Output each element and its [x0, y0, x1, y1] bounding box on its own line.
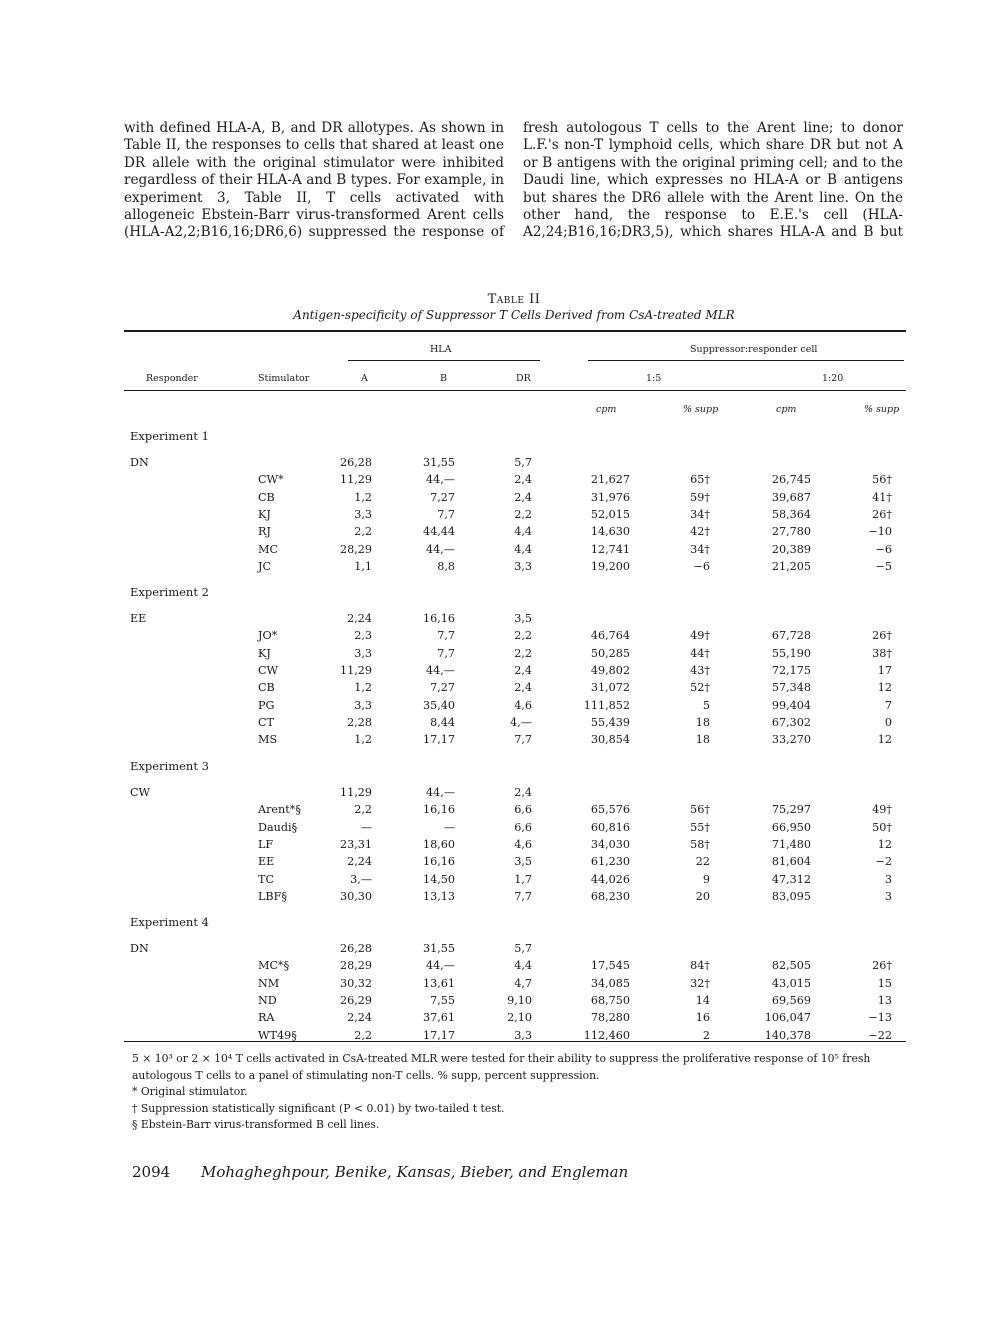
- table-cell: 81,604: [771, 855, 811, 869]
- table-top-rule: [124, 330, 906, 332]
- table-cell: 7,7: [514, 890, 532, 904]
- table-cell: 30,854: [590, 733, 630, 747]
- responder-hla-cell: 16,16: [422, 612, 455, 625]
- table-cell: 4,6: [514, 838, 532, 852]
- stimulator-cell: LBF§: [258, 890, 288, 904]
- stimulator-cell: JO*: [258, 629, 278, 643]
- table-cell: 1,2: [354, 490, 372, 504]
- page-footer: [132, 1163, 628, 1181]
- supp-header-1: % supp: [683, 404, 719, 415]
- table-cell: 83,095: [771, 890, 811, 904]
- table-cell: 52,015: [590, 508, 630, 522]
- table-cell: 65†: [690, 473, 710, 487]
- body-text-left-column: with defined HLA-A, B, and DR allotypes. As shown in Table II, the responses to cells that shared at least one DR allele with the original stimulator were inhibited regardless of their HLA-A and B types. For example, in experiment 3, Table II, T cells activated with allogeneic Ebstein-Barr virus-transformed Arent cells (HLA-A2,2;B16,16;DR6,6) suppressed the response of: [124, 120, 504, 241]
- table-cell: 78,280: [590, 1011, 630, 1025]
- table-cell: 44,026: [590, 872, 630, 886]
- table-cell: 16: [695, 1011, 710, 1025]
- table-cell: 1,1: [354, 560, 372, 574]
- table-cell: 4,7: [514, 976, 532, 990]
- stimulator-cell: JC: [258, 560, 272, 574]
- table-cell: 12: [877, 838, 892, 852]
- stimulator-cell: CB: [258, 681, 275, 695]
- table-cell: 31,072: [590, 681, 630, 695]
- table-cell: 3,3: [354, 698, 372, 712]
- stimulator-cell: CB: [258, 490, 275, 504]
- table-cell: 20,389: [771, 542, 811, 556]
- table-cell: 5: [702, 698, 710, 712]
- table-cell: 3,5: [514, 855, 532, 869]
- hla-group-header: HLA: [430, 344, 452, 355]
- ratio-1-5-header: 1:5: [646, 373, 662, 384]
- supp-header-2: % supp: [864, 404, 900, 415]
- table-cell: 4,—: [510, 716, 532, 730]
- table-cell: 3: [884, 890, 892, 904]
- stimulator-cell: CT: [258, 716, 275, 730]
- responder-hla-cell: 44,—: [426, 786, 455, 799]
- table-cell: 34†: [690, 542, 710, 556]
- table-cell: 26,29: [339, 994, 372, 1008]
- table-cell: 14,630: [590, 525, 630, 539]
- table-caption: [124, 292, 904, 322]
- table-cell: 30,32: [339, 976, 372, 990]
- table-cell: 4,4: [514, 959, 532, 973]
- table-cell: 34†: [690, 508, 710, 522]
- table-cell: 2,2: [354, 803, 372, 817]
- table-cell: 50,285: [590, 646, 630, 660]
- table-cell: 44,—: [426, 473, 455, 487]
- table-cell: 28,29: [339, 542, 372, 556]
- table-cell: 14,50: [422, 872, 455, 886]
- stimulator-cell: MS: [258, 733, 278, 747]
- table-cell: −13: [868, 1011, 892, 1025]
- table-cell: 68,230: [590, 890, 630, 904]
- table-cell: 2,24: [347, 855, 372, 869]
- table-cell: 55,190: [771, 646, 811, 660]
- table-cell: 39,687: [771, 490, 811, 504]
- table-cell: 2,10: [507, 1011, 532, 1025]
- table-cell: 49,802: [590, 664, 630, 678]
- table-cell: 2,28: [347, 716, 372, 730]
- table-cell: 20: [695, 890, 710, 904]
- responder-hla-cell: 5,7: [514, 456, 532, 469]
- table-cell: 2: [702, 1028, 710, 1042]
- footnote-original-stimulator: * Original stimulator.: [132, 1085, 248, 1098]
- table-cell: 9: [702, 872, 710, 886]
- responder-hla-cell: 11,29: [339, 786, 372, 799]
- stimulator-cell: Arent*§: [258, 803, 301, 817]
- experiment-label: Experiment 3: [130, 759, 209, 773]
- table-cell: 4,4: [514, 525, 532, 539]
- table-cell: 34,085: [590, 976, 630, 990]
- table-cell: 26†: [872, 508, 892, 522]
- footnote-main: 5 × 10³ or 2 × 10⁴ T cells activated in CsA-treated MLR were tested for their ability to suppress the proliferative response of 10⁵ fresh autologous T cells to a panel of stimulating non-T cells. % supp, percent suppression.: [132, 1052, 871, 1082]
- table-cell: 14: [695, 994, 710, 1008]
- table-cell: 4,4: [514, 542, 532, 556]
- table-cell: 2,2: [514, 646, 532, 660]
- page-number: 2094: [132, 1163, 171, 1181]
- table-cell: 44,—: [426, 542, 455, 556]
- responder-hla-cell: 31,55: [422, 942, 455, 955]
- table-cell: 2,4: [514, 490, 532, 504]
- responder-cell: EE: [130, 612, 147, 625]
- responder-hla-cell: 26,28: [339, 456, 372, 469]
- responder-hla-cell: 26,28: [339, 942, 372, 955]
- responder-header: Responder: [146, 373, 198, 384]
- table-cell: −22: [868, 1028, 892, 1042]
- table-cell: 3: [884, 872, 892, 886]
- table-cell: 19,200: [590, 560, 630, 574]
- table-cell: 111,852: [583, 698, 630, 712]
- table-cell: —: [443, 820, 455, 834]
- stimulator-cell: MC: [258, 542, 279, 556]
- table-cell: 58,364: [771, 508, 811, 522]
- stimulator-cell: RA: [258, 1011, 275, 1025]
- table-cell: 28,29: [339, 959, 372, 973]
- table-cell: 0: [884, 716, 892, 730]
- stimulator-cell: CW: [258, 664, 279, 678]
- table-cell: 16,16: [422, 855, 455, 869]
- table-cell: 2,2: [354, 1028, 372, 1042]
- table-cell: 33,270: [771, 733, 811, 747]
- ratio-1-20-header: 1:20: [822, 373, 844, 384]
- table-cell: 6,6: [514, 803, 532, 817]
- table-cell: 3,3: [354, 646, 372, 660]
- table-cell: 12,741: [590, 542, 630, 556]
- table-cell: 18,60: [422, 838, 455, 852]
- footnote-significance: † Suppression statistically significant (P < 0.01) by two-tailed t test.: [132, 1101, 505, 1115]
- table-cell: 21,627: [590, 473, 630, 487]
- supp-group-rule: [588, 360, 904, 361]
- cpm-header-1: cpm: [596, 404, 617, 415]
- hla-a-header: A: [361, 373, 368, 384]
- table-cell: 38†: [872, 646, 892, 660]
- table-cell: 7,7: [437, 646, 455, 660]
- body-text-right-column: fresh autologous T cells to the Arent line; to donor L.F.'s non-T lymphoid cells, which share DR but not A or B antigens with the original priming cell; and to the Daudi line, which expresses no HLA-A or B antigens but shares the DR6 allele with the Arent line. On the other hand, the response to E.E.'s cell (HLA-A2,24;B16,16;DR3,5), which shares HLA-A and B but: [523, 120, 903, 241]
- table-cell: 3,3: [354, 508, 372, 522]
- table-cell: 43†: [690, 664, 710, 678]
- table-cell: 57,348: [771, 681, 811, 695]
- table-cell: 99,404: [771, 698, 811, 712]
- table-cell: 71,480: [771, 838, 811, 852]
- footnotes: [132, 1051, 910, 1134]
- table-cell: 23,31: [339, 838, 372, 852]
- table-cell: 30,30: [339, 890, 372, 904]
- stimulator-cell: ND: [258, 994, 277, 1008]
- table-cell: 50†: [872, 820, 892, 834]
- table-cell: 7,7: [437, 508, 455, 522]
- table-cell: 41†: [872, 490, 892, 504]
- table-number: Table II: [487, 292, 541, 307]
- table-cell: 4,6: [514, 698, 532, 712]
- table-cell: 44,—: [426, 959, 455, 973]
- table-cell: 47,312: [771, 872, 811, 886]
- table-cell: −2: [875, 855, 892, 869]
- hla-dr-header: DR: [516, 373, 531, 384]
- table-cell: 61,230: [590, 855, 630, 869]
- table-cell: 21,205: [771, 560, 811, 574]
- table-cell: 140,378: [764, 1028, 811, 1042]
- experiment-label: Experiment 1: [130, 429, 209, 443]
- table-cell: 34,030: [590, 838, 630, 852]
- table-cell: 18: [695, 733, 710, 747]
- table-cell: 2,4: [514, 664, 532, 678]
- responder-hla-cell: 2,4: [514, 786, 532, 799]
- table-cell: 69,569: [771, 994, 811, 1008]
- stimulator-cell: KJ: [258, 646, 271, 660]
- table-cell: 56†: [872, 473, 892, 487]
- table-cell: 15: [877, 976, 892, 990]
- responder-hla-cell: 3,5: [514, 612, 532, 625]
- table-cell: 75,297: [771, 803, 811, 817]
- responder-cell: CW: [130, 786, 151, 799]
- table-cell: 1,2: [354, 733, 372, 747]
- table-cell: −5: [875, 560, 892, 574]
- cpm-header-2: cpm: [776, 404, 797, 415]
- table-cell: 2,24: [347, 1011, 372, 1025]
- table-cell: 2,3: [354, 629, 372, 643]
- table-cell: 37,61: [422, 1011, 455, 1025]
- stimulator-header: Stimulator: [258, 373, 310, 384]
- table-cell: 2,2: [514, 508, 532, 522]
- table-cell: 3,3: [514, 1028, 532, 1042]
- footnote-ebv-lines: § Ebstein-Barr virus-transformed B cell lines.: [132, 1118, 380, 1131]
- table-cell: 42†: [690, 525, 710, 539]
- table-cell: 65,576: [590, 803, 630, 817]
- table-cell: 7,7: [514, 733, 532, 747]
- table-cell: 17,17: [422, 733, 455, 747]
- table-cell: 12: [877, 681, 892, 695]
- table-cell: 60,816: [590, 820, 630, 834]
- table-cell: 16,16: [422, 803, 455, 817]
- table-cell: 55†: [690, 820, 710, 834]
- stimulator-cell: TC: [258, 872, 275, 886]
- table-cell: 2,4: [514, 473, 532, 487]
- header-bottom-rule: [124, 390, 906, 391]
- table-cell: 27,780: [771, 525, 811, 539]
- responder-hla-cell: 31,55: [422, 456, 455, 469]
- experiment-label: Experiment 4: [130, 915, 209, 929]
- table-cell: 44†: [690, 646, 710, 660]
- running-authors: Mohagheghpour, Benike, Kansas, Bieber, and Engleman: [200, 1163, 629, 1181]
- table-cell: 31,976: [590, 490, 630, 504]
- table-cell: 7,27: [430, 490, 455, 504]
- table-cell: 13,13: [422, 890, 455, 904]
- hla-b-header: B: [440, 373, 447, 384]
- table-cell: 26†: [872, 959, 892, 973]
- table-cell: 26,745: [771, 473, 811, 487]
- table-cell: 59†: [690, 490, 710, 504]
- supp-group-header: Suppressor:responder cell: [690, 344, 818, 355]
- table-cell: 8,8: [437, 560, 455, 574]
- stimulator-cell: Daudi§: [258, 820, 298, 834]
- table-cell: 3,3: [514, 560, 532, 574]
- table-cell: 67,302: [771, 716, 811, 730]
- table-cell: 7: [884, 698, 892, 712]
- table-cell: 9,10: [507, 994, 532, 1008]
- table-cell: 13,61: [422, 976, 455, 990]
- responder-hla-cell: 2,24: [347, 612, 372, 625]
- table-cell: 11,29: [339, 664, 372, 678]
- table-cell: 46,764: [590, 629, 630, 643]
- stimulator-cell: WT49§: [258, 1028, 297, 1042]
- table-cell: 1,7: [514, 872, 532, 886]
- table-cell: 8,44: [430, 716, 455, 730]
- stimulator-cell: MC*§: [258, 959, 290, 973]
- table-cell: 68,750: [590, 994, 630, 1008]
- table-cell: −6: [693, 560, 710, 574]
- table-cell: 17: [877, 664, 892, 678]
- experiment-label: Experiment 2: [130, 585, 209, 599]
- table-cell: 7,27: [430, 681, 455, 695]
- table-cell: 106,047: [764, 1011, 811, 1025]
- table-cell: 35,40: [422, 698, 455, 712]
- stimulator-cell: CW*: [258, 473, 284, 487]
- table-cell: 3,—: [350, 872, 372, 886]
- table-cell: 17,17: [422, 1028, 455, 1042]
- table-cell: −6: [875, 542, 892, 556]
- stimulator-cell: RJ: [258, 525, 271, 539]
- table-cell: 82,505: [771, 959, 811, 973]
- table-cell: 55,439: [590, 716, 630, 730]
- table-cell: 44,—: [426, 664, 455, 678]
- table-cell: 13: [877, 994, 892, 1008]
- table-cell: 18: [695, 716, 710, 730]
- table-cell: 6,6: [514, 820, 532, 834]
- table-cell: 2,4: [514, 681, 532, 695]
- stimulator-cell: LF: [258, 838, 274, 852]
- table-cell: 26†: [872, 629, 892, 643]
- table-cell: 1,2: [354, 681, 372, 695]
- table-cell: 11,29: [339, 473, 372, 487]
- table-cell: 2,2: [354, 525, 372, 539]
- table-cell: —: [360, 820, 372, 834]
- stimulator-cell: NM: [258, 976, 280, 990]
- table-title: Antigen-specificity of Suppressor T Cells Derived from CsA-treated MLR: [293, 308, 735, 322]
- table-cell: 49†: [872, 803, 892, 817]
- table-cell: 2,2: [514, 629, 532, 643]
- responder-cell: DN: [130, 942, 149, 955]
- table-cell: 32†: [690, 976, 710, 990]
- stimulator-cell: EE: [258, 855, 275, 869]
- table-cell: 84†: [690, 959, 710, 973]
- table-cell: 49†: [690, 629, 710, 643]
- responder-cell: DN: [130, 456, 149, 469]
- table-cell: 12: [877, 733, 892, 747]
- table-cell: 72,175: [771, 664, 811, 678]
- table-cell: 7,55: [430, 994, 455, 1008]
- table-cell: 17,545: [590, 959, 630, 973]
- responder-hla-cell: 5,7: [514, 942, 532, 955]
- table-cell: −10: [868, 525, 892, 539]
- hla-group-rule: [348, 360, 540, 361]
- table-cell: 66,950: [771, 820, 811, 834]
- table-cell: 52†: [690, 681, 710, 695]
- table-cell: 67,728: [771, 629, 811, 643]
- table-cell: 58†: [690, 838, 710, 852]
- table-cell: 22: [695, 855, 710, 869]
- stimulator-cell: KJ: [258, 508, 271, 522]
- table-cell: 43,015: [771, 976, 811, 990]
- table-cell: 112,460: [583, 1028, 630, 1042]
- stimulator-cell: PG: [258, 698, 275, 712]
- table-cell: 44,44: [422, 525, 455, 539]
- table-cell: 7,7: [437, 629, 455, 643]
- table-cell: 56†: [690, 803, 710, 817]
